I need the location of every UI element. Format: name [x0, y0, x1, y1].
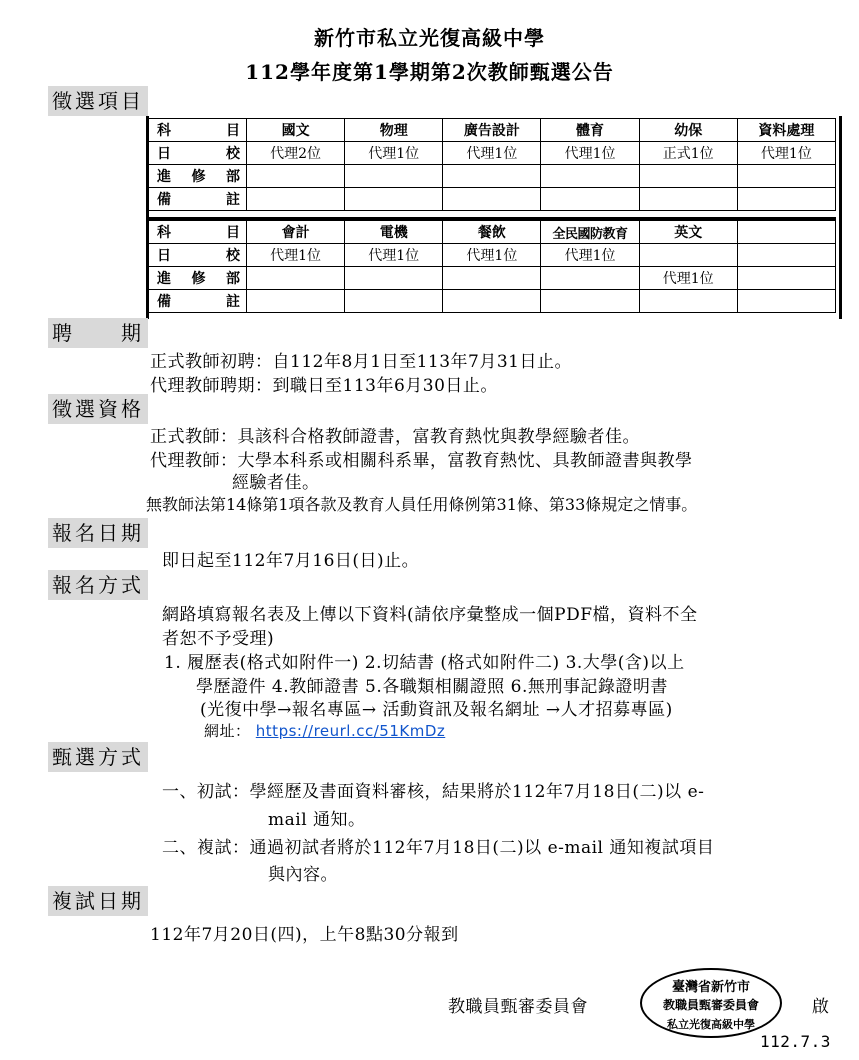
table-row — [149, 165, 836, 188]
announcement-title: 112學年度第1學期第2次教師甄選公告 — [245, 60, 614, 84]
section-reg-method: 報名方式 — [48, 570, 148, 600]
selection-second-2: 與內容。 — [268, 865, 338, 885]
closing-word: 啟 — [812, 997, 830, 1017]
row-label: 備註 — [149, 188, 247, 211]
reg-method-line4: 學歷證件 4.教師證書 5.各職類相關證照 6.無刑事記錄證明書 — [196, 677, 668, 697]
qual-formal: 正式教師：具該科合格教師證書，富教育熱忱與教學經驗者佳。 — [150, 427, 640, 447]
note-cell — [443, 290, 541, 313]
night-cell — [247, 165, 345, 188]
note-cell — [639, 290, 737, 313]
day-cell: 代理2位 — [247, 142, 345, 165]
note-cell — [247, 290, 345, 313]
reg-method-line2: 者恕不予受理) — [162, 629, 275, 649]
table-row — [149, 142, 836, 165]
reg-method-line5: (光復中學→報名專區→ 活動資訊及報名網址 →人才招募專區) — [200, 700, 673, 720]
section-period: 聘 期 — [48, 318, 148, 348]
school-name: 新竹市私立光復高級中學 — [314, 26, 545, 50]
day-cell: 正式1位 — [639, 142, 737, 165]
day-cell: 代理1位 — [345, 142, 443, 165]
night-cell — [737, 165, 835, 188]
row-label: 進修部 — [149, 165, 247, 188]
reg-method-line3: 1. 履歷表(格式如附件一) 2.切結書 (格式如附件二) 3.大學(含)以上 — [164, 653, 685, 673]
positions-table-1 — [148, 118, 836, 211]
note-cell — [737, 188, 835, 211]
subject-cell: 幼保 — [639, 119, 737, 142]
section-selection: 甄選方式 — [48, 742, 148, 772]
note-cell — [737, 290, 835, 313]
night-cell — [737, 267, 835, 290]
subject-cell: 英文 — [639, 221, 737, 244]
note-cell — [443, 188, 541, 211]
note-cell — [639, 188, 737, 211]
section-retest-date: 複試日期 — [48, 886, 148, 916]
positions-table-2 — [148, 220, 836, 313]
url-row — [204, 720, 445, 741]
day-cell: 代理1位 — [541, 244, 639, 267]
subject-cell: 物理 — [345, 119, 443, 142]
committee-name: 教職員甄審委員會 — [448, 997, 588, 1017]
registration-link[interactable]: https://reurl.cc/51KmDz — [255, 722, 446, 740]
note-cell — [345, 290, 443, 313]
section-qualifications: 徵選資格 — [48, 394, 148, 424]
day-cell: 代理1位 — [737, 142, 835, 165]
night-cell — [541, 165, 639, 188]
night-cell — [345, 165, 443, 188]
qual-substitute-1: 代理教師：大學本科系或相關科系畢，富教育熱忱、具教師證書與教學 — [150, 451, 693, 471]
table-row — [149, 290, 836, 313]
subject-cell: 餐飲 — [443, 221, 541, 244]
note-cell — [247, 188, 345, 211]
day-cell: 代理1位 — [541, 142, 639, 165]
seal-top-text: 臺灣省新竹市 — [671, 980, 750, 995]
table-row — [149, 221, 836, 244]
url-label: 網址： — [204, 722, 251, 740]
reg-date-text: 即日起至112年7月16日(日)止。 — [162, 551, 420, 571]
table-row — [149, 267, 836, 290]
subject-cell — [737, 221, 835, 244]
official-seal — [640, 968, 782, 1038]
subject-cell: 資料處理 — [737, 119, 835, 142]
night-cell: 代理1位 — [639, 267, 737, 290]
night-cell — [345, 267, 443, 290]
note-cell — [345, 188, 443, 211]
day-cell: 代理1位 — [443, 244, 541, 267]
qual-exclusion: 無教師法第14條第1項各款及教育人員任用條例第31條、第33條規定之情事。 — [146, 495, 698, 514]
seal-mid-text: 教職員甄審委員會 — [662, 998, 759, 1012]
day-cell: 代理1位 — [247, 244, 345, 267]
seal-bottom-text: 私立光復高級中學 — [667, 1018, 755, 1031]
row-label: 日校 — [149, 142, 247, 165]
day-cell — [737, 244, 835, 267]
subject-cell: 廣告設計 — [443, 119, 541, 142]
row-label: 科目 — [149, 119, 247, 142]
section-positions: 徵選項目 — [48, 86, 148, 116]
reg-method-line1: 網路填寫報名表及上傳以下資料(請依序彙整成一個PDF檔，資料不全 — [162, 605, 698, 625]
row-label: 日校 — [149, 244, 247, 267]
document-date: 112.7.3 — [760, 1032, 831, 1051]
day-cell: 代理1位 — [443, 142, 541, 165]
night-cell — [541, 267, 639, 290]
row-label: 科目 — [149, 221, 247, 244]
note-cell — [541, 188, 639, 211]
period-formal: 正式教師初聘：自112年8月1日至113年7月31日止。 — [150, 352, 572, 372]
subject-cell: 全民國防教育 — [541, 221, 639, 244]
note-cell — [541, 290, 639, 313]
subject-cell: 國文 — [247, 119, 345, 142]
subject-cell: 會計 — [247, 221, 345, 244]
selection-second-1: 二、複試：通過初試者將於112年7月18日(二)以 e-mail 通知複試項目 — [162, 838, 715, 858]
subject-cell: 體育 — [541, 119, 639, 142]
subject-cell: 電機 — [345, 221, 443, 244]
row-label: 進修部 — [149, 267, 247, 290]
table-row — [149, 244, 836, 267]
period-substitute: 代理教師聘期：到職日至113年6月30日止。 — [150, 376, 498, 396]
retest-text: 112年7月20日(四)，上午8點30分報到 — [150, 925, 459, 945]
qual-substitute-2: 經驗者佳。 — [232, 473, 320, 493]
row-label: 備註 — [149, 290, 247, 313]
section-reg-date: 報名日期 — [48, 518, 148, 548]
day-cell — [639, 244, 737, 267]
day-cell: 代理1位 — [345, 244, 443, 267]
selection-first-2: mail 通知。 — [268, 810, 366, 830]
table-row — [149, 119, 836, 142]
night-cell — [443, 165, 541, 188]
table-row — [149, 188, 836, 211]
night-cell — [247, 267, 345, 290]
night-cell — [639, 165, 737, 188]
selection-first-1: 一、初試：學經歷及書面資料審核，結果將於112年7月18日(二)以 e- — [162, 782, 705, 802]
night-cell — [443, 267, 541, 290]
